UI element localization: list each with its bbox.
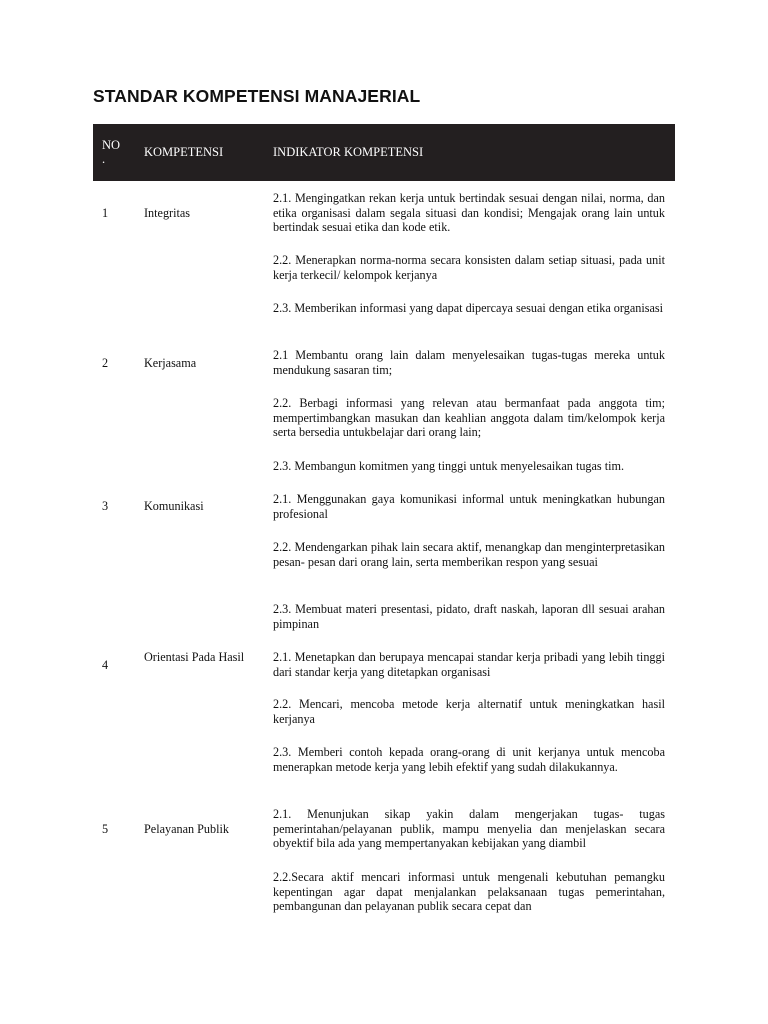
row-number: 5: [102, 822, 109, 836]
indicator-item: 2.1. Menggunakan gaya komunikasi informal untuk meningkatkan hubungan profesional: [273, 492, 665, 521]
indicator-item: 2.2. Mencari, mencoba metode kerja alternatif untuk meningkatkan hasil kerjanya: [273, 697, 665, 726]
indicator-item: 2.3. Memberi contoh kepada orang-orang di unit kerjanya untuk mencoba menerapkan metode kerja yang lebih efektif yang sudah dilakukannya.: [273, 745, 665, 774]
row-number: 1: [102, 206, 109, 220]
indicator-item: 2.1. Mengingatkan rekan kerja untuk bertindak sesuai dengan nilai, norma, dan etika organisasi dalam segala situasi dan kondisi; Mengajak orang lain untuk bertindak sesuai etika dan kode etik.: [273, 191, 665, 235]
row-kompetensi: Orientasi Pada Hasil: [144, 650, 245, 664]
row-number: 3: [102, 499, 109, 513]
indicator-item: 2.2. Mendengarkan pihak lain secara aktif, menangkap dan menginterpretasikan pesan- pesan dari orang lain, serta memberikan respon yang sesuai: [273, 540, 665, 569]
indicator-item: 2.3. Membangun komitmen yang tinggi untuk menyelesaikan tugas tim.: [273, 459, 625, 473]
page-title: STANDAR KOMPETENSI MANAJERIAL: [93, 86, 421, 106]
indicator-item: 2.2.Secara aktif mencari informasi untuk mengenali kebutuhan pemangku kepentingan agar dapat menjalankan pelaksanaan tugas pemerintahan, pembangunan dan pelayanan publik secara cepat dan: [273, 870, 665, 914]
row-kompetensi: Integritas: [144, 206, 191, 220]
row-number: 2: [102, 356, 109, 370]
indicator-item: 2.1. Menunjukan sikap yakin dalam mengerjakan tugas- tugas pemerintahan/pelayanan publik, mampu menyelia dan menjelaskan secara obyektif bila ada yang mempertanyakan kebijakan yang diambil: [273, 807, 665, 851]
row-kompetensi: Pelayanan Publik: [144, 822, 229, 836]
indicator-item: 2.1. Menetapkan dan berupaya mencapai standar kerja pribadi yang lebih tinggi dari standar kerja yang ditetapkan organisasi: [273, 650, 665, 679]
indicator-item: 2.2. Menerapkan norma-norma secara konsisten dalam setiap situasi, pada unit kerja terkecil/ kelompok kerjanya: [273, 253, 665, 282]
table-header: [93, 124, 675, 181]
row-number: 4: [102, 658, 109, 672]
header-kompetensi: KOMPETENSI: [144, 145, 224, 159]
indicator-item: 2.3. Memberikan informasi yang dapat dipercaya sesuai dengan etika organisasi: [273, 301, 663, 315]
header-no: NO .: [102, 138, 121, 166]
indicator-item: 2.3. Membuat materi presentasi, pidato, draft naskah, laporan dll sesuai arahan pimpinan: [273, 602, 665, 631]
header-indikator: INDIKATOR KOMPETENSI: [273, 145, 424, 159]
row-kompetensi: Komunikasi: [144, 499, 204, 513]
indicator-item: 2.1 Membantu orang lain dalam menyelesaikan tugas-tugas mereka untuk mendukung sasaran tim;: [273, 348, 665, 377]
row-kompetensi: Kerjasama: [144, 356, 197, 370]
indicator-item: 2.2. Berbagi informasi yang relevan atau bermanfaat pada anggota tim; mempertimbangkan masukan dan keahlian anggota dalam tim/kelompok kerja serta bersedia untukbelajar dari orang lain;: [273, 396, 665, 440]
